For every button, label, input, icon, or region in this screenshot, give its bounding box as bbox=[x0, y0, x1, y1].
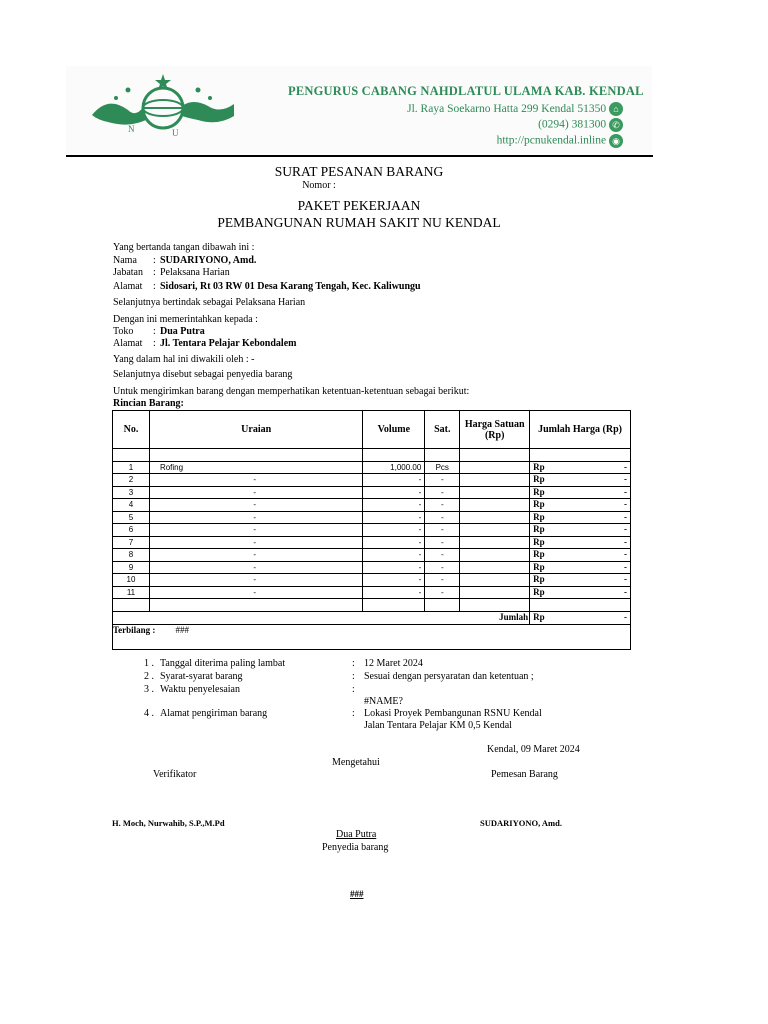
cell-volume: - bbox=[363, 511, 425, 524]
cell-jumlah bbox=[530, 561, 631, 574]
instruction-text: Untuk mengirimkan barang dengan memperhatikan ketentuan-ketentuan sebagai berikut: bbox=[113, 386, 470, 397]
vendor-called: Selanjutnya disebut sebagai penyedia barang bbox=[113, 369, 293, 380]
cell-harga-satuan bbox=[460, 561, 530, 574]
cell-no: 8 bbox=[113, 549, 150, 562]
col-header-no: No. bbox=[113, 411, 150, 449]
table-terbilang-row bbox=[113, 624, 631, 649]
cell-jumlah-value: - bbox=[624, 586, 627, 597]
rincian-label: Rincian Barang: bbox=[113, 398, 184, 409]
signer-alamat-value: Sidosari, Rt 03 RW 01 Desa Karang Tengah, Kec. Kaliwungu bbox=[160, 281, 421, 292]
term-colon: : bbox=[352, 684, 355, 695]
verifikator-name: H. Moch, Nurwahib, S.P.,M.Pd bbox=[112, 818, 225, 828]
cell-sat: - bbox=[425, 574, 460, 587]
nomor-label: Nomor : bbox=[302, 180, 336, 191]
term-value: 12 Maret 2024 bbox=[364, 658, 423, 669]
table-row bbox=[113, 549, 631, 562]
vendor-intro: Dengan ini memerintahkan kepada : bbox=[113, 314, 258, 325]
home-icon: ⌂ bbox=[609, 102, 623, 116]
cell-jumlah-value: - bbox=[624, 486, 627, 497]
org-phone-row bbox=[538, 118, 623, 132]
provider-label: Penyedia barang bbox=[322, 842, 389, 853]
term-number: 4 . bbox=[144, 708, 154, 719]
total-rp: Rp bbox=[533, 612, 545, 623]
cell-jumlah bbox=[530, 574, 631, 587]
col-header-sat: Sat. bbox=[425, 411, 460, 449]
cell-harga-satuan bbox=[460, 524, 530, 537]
cell-jumlah bbox=[530, 511, 631, 524]
cell-harga-satuan bbox=[460, 461, 530, 474]
cell-sat: - bbox=[425, 524, 460, 537]
items-table bbox=[112, 410, 631, 650]
cell-no: 4 bbox=[113, 499, 150, 512]
cell-jumlah-value: - bbox=[624, 499, 627, 510]
cell-volume: 1,000.00 bbox=[363, 461, 425, 474]
org-website-row bbox=[497, 134, 623, 148]
table-header-row bbox=[113, 411, 631, 449]
cell-sat: - bbox=[425, 549, 460, 562]
table-row bbox=[113, 574, 631, 587]
cell-volume: - bbox=[363, 574, 425, 587]
cell-uraian: - bbox=[149, 561, 362, 574]
terbilang-label: Terbilang : bbox=[113, 624, 156, 635]
cell-jumlah-value: - bbox=[624, 511, 627, 522]
term-label: Tanggal diterima paling lambat bbox=[160, 658, 286, 669]
vendor-toko-value: Dua Putra bbox=[160, 326, 205, 337]
cell-harga-satuan bbox=[460, 536, 530, 549]
term-value: Lokasi Proyek Pembangunan RSNU Kendal bbox=[364, 708, 542, 719]
total-cell bbox=[530, 612, 631, 625]
term-value: #NAME? bbox=[364, 696, 403, 707]
table-total-row bbox=[113, 612, 631, 625]
vendor-alamat-label: Alamat bbox=[113, 338, 143, 349]
cell-jumlah-value: - bbox=[624, 536, 627, 547]
footer-mark: ### bbox=[350, 889, 364, 899]
pemesan-label: Pemesan Barang bbox=[491, 769, 558, 780]
signer-jabatan-value: Pelaksana Harian bbox=[160, 267, 230, 278]
cell-no: 5 bbox=[113, 511, 150, 524]
cell-rp: Rp bbox=[533, 561, 545, 572]
org-name: PENGURUS CABANG NAHDLATUL ULAMA KAB. KENDAL bbox=[288, 84, 644, 98]
cell-jumlah-value: - bbox=[624, 574, 627, 585]
cell-rp: Rp bbox=[533, 586, 545, 597]
cell-jumlah bbox=[530, 586, 631, 599]
cell-sat: Pcs bbox=[425, 461, 460, 474]
cell-volume: - bbox=[363, 474, 425, 487]
term-number: 2 . bbox=[144, 671, 154, 682]
col-header-jumlah-harga: Jumlah Harga (Rp) bbox=[530, 411, 631, 449]
cell-sat: - bbox=[425, 536, 460, 549]
cell-rp: Rp bbox=[533, 499, 545, 510]
table-spacer-row bbox=[113, 449, 631, 462]
org-website[interactable]: http://pcnukendal.inline bbox=[496, 134, 607, 147]
paket-title-2: PEMBANGUNAN RUMAH SAKIT NU KENDAL bbox=[217, 215, 501, 230]
signer-jabatan-label: Jabatan bbox=[113, 267, 143, 278]
table-row bbox=[113, 561, 631, 574]
cell-volume: - bbox=[363, 486, 425, 499]
cell-jumlah bbox=[530, 536, 631, 549]
term-label: Alamat pengiriman barang bbox=[160, 708, 268, 719]
cell-volume: - bbox=[363, 499, 425, 512]
col-header-harga-satuan: Harga Satuan (Rp) bbox=[460, 411, 530, 449]
total-label: Jumlah bbox=[113, 612, 530, 625]
term-label: Waktu penyelesaian bbox=[160, 684, 240, 695]
cell-harga-satuan bbox=[460, 549, 530, 562]
cell-uraian: - bbox=[149, 524, 362, 537]
cell-uraian: - bbox=[149, 536, 362, 549]
table-empty-row bbox=[113, 599, 631, 612]
cell-rp: Rp bbox=[533, 536, 545, 547]
term-number: 3 . bbox=[144, 684, 154, 695]
cell-jumlah-value: - bbox=[624, 474, 627, 485]
signer-alamat-colon: : bbox=[153, 281, 156, 292]
logo-letter-u: U bbox=[172, 128, 179, 138]
terbilang-value: ### bbox=[175, 624, 189, 635]
total-value: - bbox=[624, 612, 627, 623]
term-colon: : bbox=[352, 708, 355, 719]
cell-sat: - bbox=[425, 511, 460, 524]
cell-uraian: - bbox=[149, 499, 362, 512]
cell-volume: - bbox=[363, 586, 425, 599]
cell-uraian: - bbox=[149, 586, 362, 599]
vendor-alamat-colon: : bbox=[153, 338, 156, 349]
table-row bbox=[113, 474, 631, 487]
cell-jumlah-value: - bbox=[624, 524, 627, 535]
cell-no: 10 bbox=[113, 574, 150, 587]
cell-sat: - bbox=[425, 499, 460, 512]
cell-no: 9 bbox=[113, 561, 150, 574]
cell-jumlah bbox=[530, 524, 631, 537]
cell-jumlah bbox=[530, 486, 631, 499]
table-row bbox=[113, 486, 631, 499]
cell-jumlah-value: - bbox=[624, 461, 627, 472]
table-row bbox=[113, 461, 631, 474]
cell-harga-satuan bbox=[460, 499, 530, 512]
cell-harga-satuan bbox=[460, 511, 530, 524]
term-label: Syarat-syarat barang bbox=[160, 671, 243, 682]
cell-uraian: - bbox=[149, 574, 362, 587]
term-number: 1 . bbox=[144, 658, 154, 669]
term-colon: : bbox=[352, 658, 355, 669]
signer-alamat-label: Alamat bbox=[113, 281, 143, 292]
logo-letter-n: N bbox=[128, 124, 135, 134]
cell-sat: - bbox=[425, 486, 460, 499]
cell-sat: - bbox=[425, 474, 460, 487]
terbilang-cell bbox=[113, 624, 631, 649]
paket-title-1: PAKET PEKERJAAN bbox=[297, 198, 421, 213]
col-header-volume: Volume bbox=[363, 411, 425, 449]
cell-harga-satuan bbox=[460, 586, 530, 599]
signer-nama-value: SUDARIYONO, Amd. bbox=[160, 255, 257, 266]
org-address: Jl. Raya Soekarno Hatta 299 Kendal 51350 bbox=[407, 103, 607, 115]
signer-acting: Selanjutnya bertindak sebagai Pelaksana Harian bbox=[113, 297, 306, 308]
cell-uraian: - bbox=[149, 486, 362, 499]
cell-sat: - bbox=[425, 586, 460, 599]
nu-logo-icon bbox=[88, 70, 238, 150]
table-row bbox=[113, 511, 631, 524]
signer-intro: Yang bertanda tangan dibawah ini : bbox=[113, 242, 255, 253]
cell-jumlah-value: - bbox=[624, 561, 627, 572]
cell-no: 1 bbox=[113, 461, 150, 474]
org-address-row bbox=[407, 102, 623, 116]
vendor-toko-colon: : bbox=[153, 326, 156, 337]
cell-harga-satuan bbox=[460, 574, 530, 587]
pemesan-name: SUDARIYONO, Amd. bbox=[480, 818, 562, 828]
cell-uraian: - bbox=[149, 549, 362, 562]
cell-rp: Rp bbox=[533, 461, 545, 472]
cell-uraian: - bbox=[149, 474, 362, 487]
cell-sat: - bbox=[425, 561, 460, 574]
header-divider bbox=[66, 155, 653, 157]
cell-rp: Rp bbox=[533, 524, 545, 535]
document-title: SURAT PESANAN BARANG bbox=[274, 164, 444, 179]
cell-no: 2 bbox=[113, 474, 150, 487]
cell-harga-satuan bbox=[460, 474, 530, 487]
signer-nama-label: Nama bbox=[113, 255, 137, 266]
col-header-uraian: Uraian bbox=[149, 411, 362, 449]
cell-jumlah bbox=[530, 499, 631, 512]
cell-jumlah bbox=[530, 474, 631, 487]
cell-no: 6 bbox=[113, 524, 150, 537]
cell-uraian: - bbox=[149, 511, 362, 524]
provider-name: Dua Putra bbox=[336, 829, 377, 840]
vendor-alamat-value: Jl. Tentara Pelajar Kebondalem bbox=[160, 338, 297, 349]
cell-rp: Rp bbox=[533, 574, 545, 585]
verifikator-label: Verifikator bbox=[153, 769, 197, 780]
place-date: Kendal, 09 Maret 2024 bbox=[487, 744, 580, 755]
table-row bbox=[113, 499, 631, 512]
cell-rp: Rp bbox=[533, 486, 545, 497]
table-row bbox=[113, 586, 631, 599]
signer-nama-colon: : bbox=[153, 255, 156, 266]
cell-harga-satuan bbox=[460, 486, 530, 499]
table-row bbox=[113, 524, 631, 537]
cell-volume: - bbox=[363, 549, 425, 562]
cell-rp: Rp bbox=[533, 474, 545, 485]
cell-jumlah bbox=[530, 549, 631, 562]
phone-icon: ✆ bbox=[609, 118, 623, 132]
cell-jumlah-value: - bbox=[624, 549, 627, 560]
cell-volume: - bbox=[363, 536, 425, 549]
cell-jumlah bbox=[530, 461, 631, 474]
org-phone: (0294) 381300 bbox=[538, 118, 607, 131]
cell-volume: - bbox=[363, 524, 425, 537]
table-row bbox=[113, 536, 631, 549]
term-colon: : bbox=[352, 671, 355, 682]
signer-jabatan-colon: : bbox=[153, 267, 156, 278]
cell-volume: - bbox=[363, 561, 425, 574]
cell-no: 7 bbox=[113, 536, 150, 549]
cell-rp: Rp bbox=[533, 511, 545, 522]
cell-no: 11 bbox=[113, 586, 150, 599]
cell-rp: Rp bbox=[533, 549, 545, 560]
term-value: Jalan Tentara Pelajar KM 0,5 Kendal bbox=[364, 720, 512, 731]
vendor-represented: Yang dalam hal ini diwakili oleh : - bbox=[113, 354, 255, 365]
globe-icon: ◉ bbox=[609, 134, 623, 148]
vendor-toko-label: Toko bbox=[113, 326, 134, 337]
cell-no: 3 bbox=[113, 486, 150, 499]
term-value: Sesuai dengan persyaratan dan ketentuan ; bbox=[364, 671, 534, 682]
mengetahui-label: Mengetahui bbox=[332, 757, 380, 768]
cell-uraian: Rofing bbox=[149, 461, 362, 474]
